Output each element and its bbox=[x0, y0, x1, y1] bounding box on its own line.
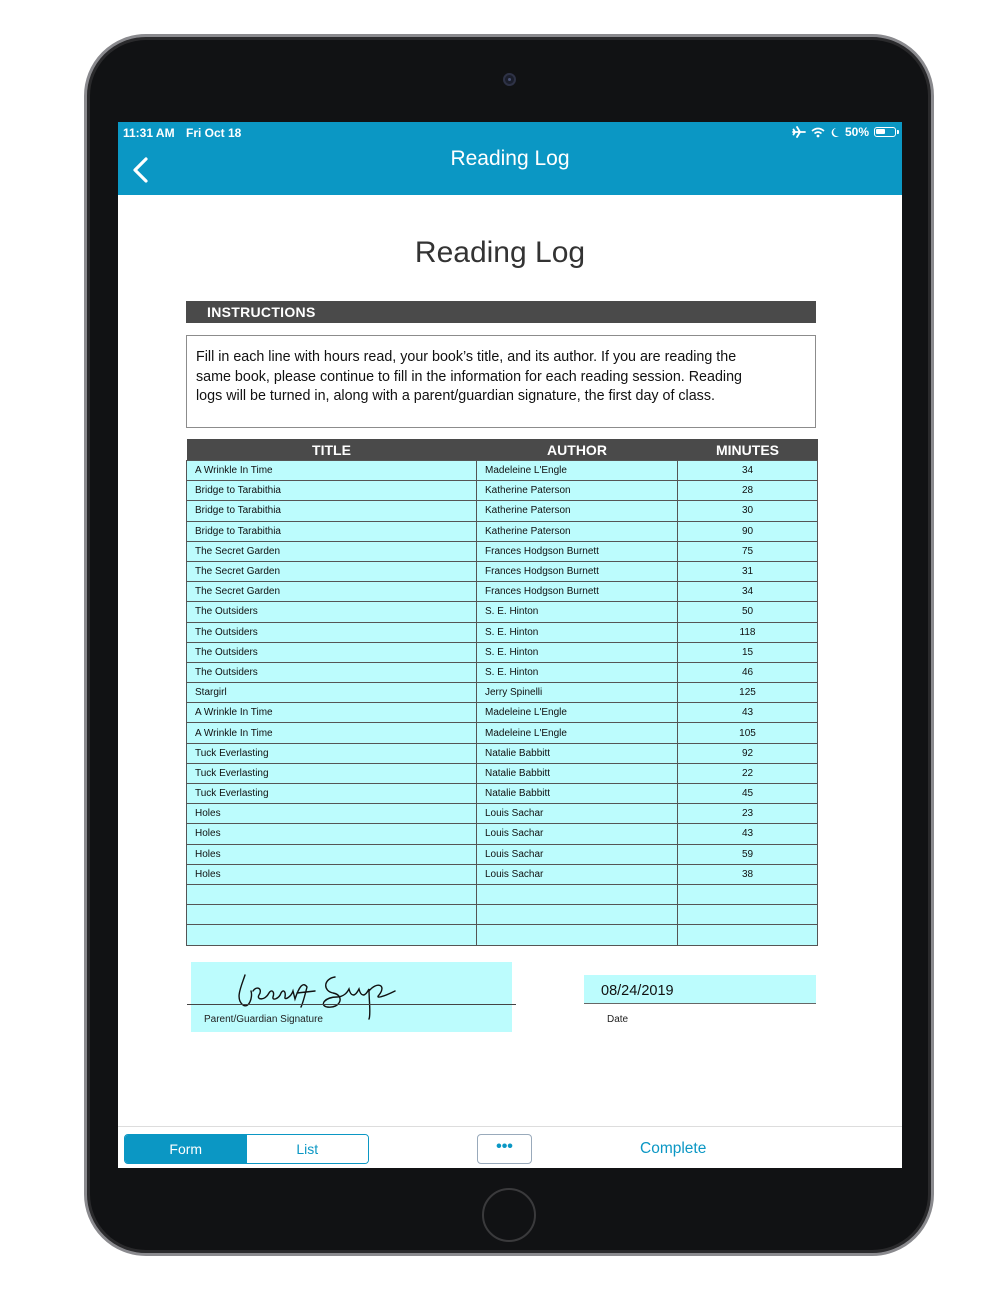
airplane-icon bbox=[792, 126, 806, 138]
minutes-cell[interactable]: 90 bbox=[678, 521, 818, 541]
complete-button[interactable]: Complete bbox=[640, 1140, 707, 1157]
minutes-cell[interactable] bbox=[678, 925, 818, 945]
title-cell[interactable]: Holes bbox=[187, 864, 477, 884]
status-time: 11:31 AM bbox=[123, 126, 175, 140]
header-author: AUTHOR bbox=[477, 439, 678, 461]
minutes-cell[interactable]: 125 bbox=[678, 683, 818, 703]
minutes-cell[interactable]: 45 bbox=[678, 784, 818, 804]
minutes-cell[interactable]: 105 bbox=[678, 723, 818, 743]
table-row bbox=[187, 622, 818, 642]
nav-title: Reading Log bbox=[450, 147, 570, 170]
author-cell[interactable]: Natalie Babbitt bbox=[477, 743, 678, 763]
form-tab[interactable]: Form bbox=[125, 1135, 247, 1163]
minutes-cell[interactable]: 31 bbox=[678, 561, 818, 581]
table-row bbox=[187, 884, 818, 904]
minutes-cell[interactable]: 23 bbox=[678, 804, 818, 824]
author-cell[interactable]: Natalie Babbitt bbox=[477, 763, 678, 783]
title-cell[interactable]: The Outsiders bbox=[187, 602, 477, 622]
table-row bbox=[187, 784, 818, 804]
author-cell[interactable]: Louis Sachar bbox=[477, 804, 678, 824]
title-cell[interactable] bbox=[187, 925, 477, 945]
author-cell[interactable]: Natalie Babbitt bbox=[477, 784, 678, 804]
minutes-cell[interactable]: 38 bbox=[678, 864, 818, 884]
table-header-row bbox=[187, 439, 818, 461]
table-row bbox=[187, 521, 818, 541]
header-title: TITLE bbox=[187, 439, 477, 461]
title-cell[interactable]: Holes bbox=[187, 804, 477, 824]
minutes-cell[interactable]: 118 bbox=[678, 622, 818, 642]
title-cell[interactable]: The Secret Garden bbox=[187, 541, 477, 561]
table-row bbox=[187, 743, 818, 763]
document-title: Reading Log bbox=[414, 236, 586, 269]
title-cell[interactable]: Tuck Everlasting bbox=[187, 784, 477, 804]
minutes-cell[interactable]: 30 bbox=[678, 501, 818, 521]
author-cell[interactable] bbox=[477, 905, 678, 925]
date-label: Date bbox=[607, 1014, 629, 1025]
minutes-cell[interactable]: 43 bbox=[678, 703, 818, 723]
title-cell[interactable]: Stargirl bbox=[187, 683, 477, 703]
author-cell[interactable]: S. E. Hinton bbox=[477, 622, 678, 642]
author-cell[interactable]: Madeleine L'Engle bbox=[477, 461, 678, 481]
minutes-cell[interactable]: 28 bbox=[678, 481, 818, 501]
minutes-cell[interactable] bbox=[678, 884, 818, 904]
minutes-cell[interactable]: 34 bbox=[678, 461, 818, 481]
title-cell[interactable]: The Secret Garden bbox=[187, 582, 477, 602]
title-cell[interactable]: Bridge to Tarabithia bbox=[187, 521, 477, 541]
author-cell[interactable]: S. E. Hinton bbox=[477, 602, 678, 622]
title-cell[interactable]: A Wrinkle In Time bbox=[187, 703, 477, 723]
signature-label: Parent/Guardian Signature bbox=[204, 1014, 323, 1025]
instructions-line: same book, please continue to fill in the information for each reading session. Reading bbox=[196, 368, 742, 385]
title-cell[interactable]: The Outsiders bbox=[187, 642, 477, 662]
screen bbox=[118, 122, 902, 1168]
minutes-cell[interactable]: 15 bbox=[678, 642, 818, 662]
author-cell[interactable]: Louis Sachar bbox=[477, 824, 678, 844]
instructions-text bbox=[186, 335, 816, 428]
author-cell[interactable]: Madeleine L'Engle bbox=[477, 723, 678, 743]
title-cell[interactable]: Holes bbox=[187, 844, 477, 864]
author-cell[interactable] bbox=[477, 884, 678, 904]
minutes-cell[interactable]: 59 bbox=[678, 844, 818, 864]
title-cell[interactable] bbox=[187, 905, 477, 925]
minutes-cell[interactable] bbox=[678, 905, 818, 925]
table-row bbox=[187, 642, 818, 662]
reading-log-table bbox=[186, 439, 818, 946]
author-cell[interactable]: Madeleine L'Engle bbox=[477, 703, 678, 723]
author-cell[interactable] bbox=[477, 925, 678, 945]
minutes-cell[interactable]: 43 bbox=[678, 824, 818, 844]
table-row bbox=[187, 662, 818, 682]
author-cell[interactable]: S. E. Hinton bbox=[477, 662, 678, 682]
table-row bbox=[187, 602, 818, 622]
author-cell[interactable]: Katherine Paterson bbox=[477, 501, 678, 521]
title-cell[interactable]: The Outsiders bbox=[187, 662, 477, 682]
minutes-cell[interactable]: 50 bbox=[678, 602, 818, 622]
title-cell[interactable]: Holes bbox=[187, 824, 477, 844]
author-cell[interactable]: Frances Hodgson Burnett bbox=[477, 582, 678, 602]
title-cell[interactable]: A Wrinkle In Time bbox=[187, 723, 477, 743]
front-camera bbox=[503, 73, 516, 86]
table-row bbox=[187, 804, 818, 824]
author-cell[interactable]: S. E. Hinton bbox=[477, 642, 678, 662]
moon-icon bbox=[830, 127, 840, 138]
author-cell[interactable]: Louis Sachar bbox=[477, 844, 678, 864]
date-field[interactable]: 08/24/2019 bbox=[584, 975, 816, 1004]
table-row bbox=[187, 541, 818, 561]
table-row bbox=[187, 683, 818, 703]
more-options-button[interactable]: ••• bbox=[477, 1134, 532, 1164]
wifi-icon bbox=[811, 127, 825, 138]
table-row bbox=[187, 844, 818, 864]
battery-icon bbox=[874, 127, 896, 137]
minutes-cell[interactable]: 92 bbox=[678, 743, 818, 763]
author-cell[interactable]: Louis Sachar bbox=[477, 864, 678, 884]
minutes-cell[interactable]: 46 bbox=[678, 662, 818, 682]
table-row bbox=[187, 763, 818, 783]
view-mode-segmented-control bbox=[124, 1134, 369, 1164]
table-row bbox=[187, 864, 818, 884]
table-row bbox=[187, 925, 818, 945]
list-tab[interactable]: List bbox=[247, 1135, 369, 1163]
table-row bbox=[187, 461, 818, 481]
minutes-cell[interactable]: 22 bbox=[678, 763, 818, 783]
home-button[interactable] bbox=[482, 1188, 536, 1242]
table-row bbox=[187, 501, 818, 521]
instructions-header: INSTRUCTIONS bbox=[186, 301, 816, 323]
table-row bbox=[187, 481, 818, 501]
instructions-line: Fill in each line with hours read, your book’s title, and its author. If you are reading the bbox=[196, 349, 737, 365]
author-cell[interactable]: Katherine Paterson bbox=[477, 521, 678, 541]
table-row bbox=[187, 561, 818, 581]
title-cell[interactable]: The Secret Garden bbox=[187, 561, 477, 581]
title-cell[interactable]: Tuck Everlasting bbox=[187, 743, 477, 763]
title-cell[interactable]: The Outsiders bbox=[187, 622, 477, 642]
title-cell[interactable]: A Wrinkle In Time bbox=[187, 461, 477, 481]
status-icons bbox=[792, 125, 896, 139]
minutes-cell[interactable]: 75 bbox=[678, 541, 818, 561]
minutes-cell[interactable]: 34 bbox=[678, 582, 818, 602]
author-cell[interactable]: Frances Hodgson Burnett bbox=[477, 541, 678, 561]
status-date: Fri Oct 18 bbox=[186, 126, 242, 140]
table-row bbox=[187, 723, 818, 743]
table-row bbox=[187, 824, 818, 844]
title-cell[interactable]: Tuck Everlasting bbox=[187, 763, 477, 783]
battery-percent: 50% bbox=[844, 125, 869, 139]
title-cell[interactable]: Bridge to Tarabithia bbox=[187, 481, 477, 501]
title-cell[interactable]: Bridge to Tarabithia bbox=[187, 501, 477, 521]
signature-line bbox=[187, 1004, 516, 1005]
header-minutes: MINUTES bbox=[678, 439, 818, 461]
table-row bbox=[187, 905, 818, 925]
table-row bbox=[187, 703, 818, 723]
bottom-toolbar bbox=[118, 1126, 902, 1168]
author-cell[interactable]: Jerry Spinelli bbox=[477, 683, 678, 703]
navigation-bar bbox=[118, 122, 902, 195]
table-row bbox=[187, 582, 818, 602]
title-cell[interactable] bbox=[187, 884, 477, 904]
author-cell[interactable]: Katherine Paterson bbox=[477, 481, 678, 501]
author-cell[interactable]: Frances Hodgson Burnett bbox=[477, 561, 678, 581]
instructions-line: logs will be turned in, along with a parent/guardian signature, the first day of class. bbox=[196, 388, 715, 404]
